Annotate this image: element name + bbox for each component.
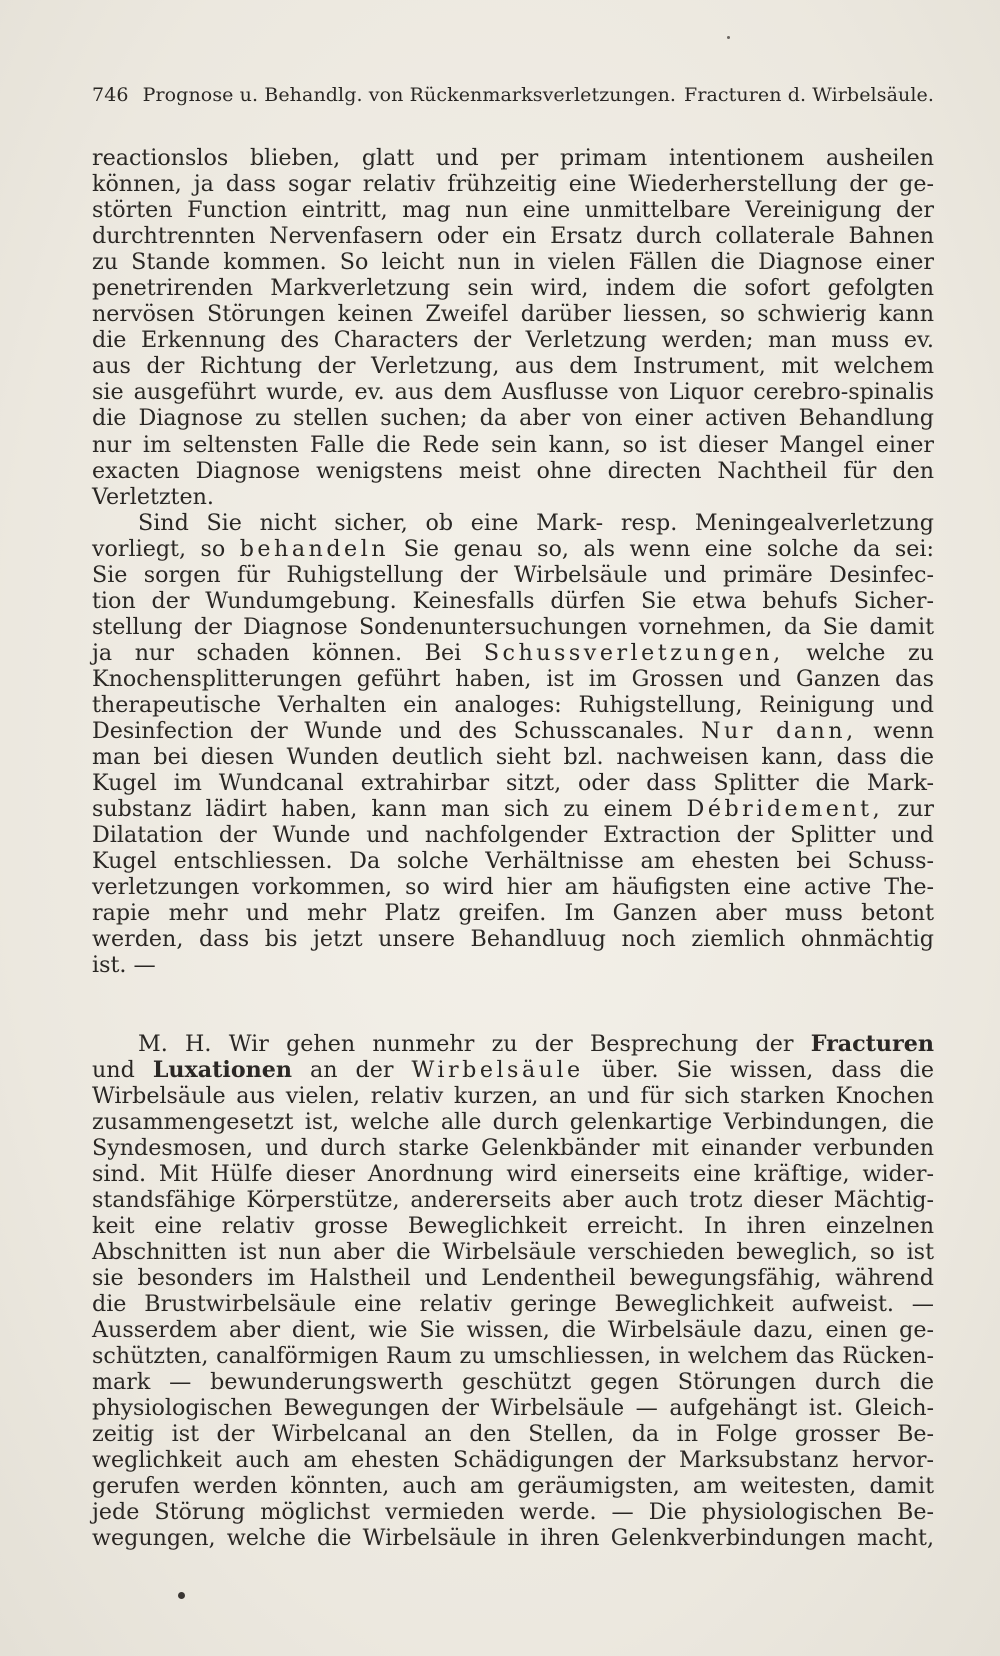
emphasis-spaced: Débridement, xyxy=(686,796,884,823)
text-line: standsfähige Körperstütze, andererseits aber auch trotz dieser Mächtig- xyxy=(92,1186,934,1213)
running-title-right: Fracturen d. Wirbelsäule. xyxy=(684,84,934,106)
text-line: Ausserdem aber dient, wie Sie wissen, die Wirbelsäule dazu, einen ge- xyxy=(92,1317,934,1344)
text-line: gerufen werden könnten, auch am geräumigsten, am weitesten, damit xyxy=(92,1473,934,1500)
text-span: ja nur schaden können. Bei xyxy=(92,639,462,666)
text-line xyxy=(92,1057,934,1083)
text-line: die Diagnose zu stellen suchen; da aber von einer activen Behandlung xyxy=(92,405,934,432)
emphasis-bold: Fracturen xyxy=(810,1030,934,1057)
emphasis-spaced: Wirbelsäule xyxy=(411,1056,584,1083)
section-gap xyxy=(92,979,934,1031)
text-line xyxy=(92,796,934,822)
text-line: Abschnitten ist nun aber die Wirbelsäule verschieden beweglich, so ist xyxy=(92,1238,934,1265)
text-line: keit eine relativ grosse Beweglichkeit erreicht. In ihren einzelnen xyxy=(92,1212,934,1239)
running-header xyxy=(92,84,934,106)
text-line: stellung der Diagnose Sondenuntersuchungen vornehmen, da Sie damit xyxy=(92,613,934,640)
text-line: durchtrennten Nervenfasern oder ein Ersatz durch collaterale Bahnen xyxy=(92,223,934,250)
text-line: Verletzten. xyxy=(92,483,214,510)
text-line: tion der Wundumgebung. Keinesfalls dürfen Sie etwa behufs Sicher- xyxy=(92,587,934,614)
text-span: und xyxy=(92,1056,135,1083)
paragraph-1 xyxy=(92,145,934,510)
text-line: Sind Sie nicht sicher, ob eine Mark- resp. Meningealverletzung xyxy=(138,509,934,536)
text-line: wegungen, welche die Wirbelsäule in ihren Gelenkverbindungen macht, xyxy=(92,1525,934,1552)
text-span: über. Sie wissen, dass die xyxy=(601,1056,934,1083)
text-line: schützten, canalförmigen Raum zu umschliessen, in welchem das Rücken- xyxy=(92,1343,934,1370)
text-line: aus der Richtung der Verletzung, aus dem Instrument, mit welchem xyxy=(92,353,934,380)
text-line: penetrirenden Markverletzung sein wird, indem die sofort gefolgten xyxy=(92,275,934,302)
text-line: verletzungen vorkommen, so wird hier am häufigsten eine active The- xyxy=(92,874,934,901)
text-line: mark — bewunderungswerth geschützt gegen Störungen durch die xyxy=(92,1369,934,1396)
text-span: an der xyxy=(310,1056,394,1083)
text-line: zeitig ist der Wirbelcanal an den Stellen, da in Folge grosser Be- xyxy=(92,1421,934,1448)
text-span: zur xyxy=(897,796,934,823)
text-line: reactionslos blieben, glatt und per primam intentionem ausheilen xyxy=(92,145,934,171)
text-span: substanz lädirt haben, kann man sich zu einem xyxy=(92,796,673,823)
text-line: nur im seltensten Falle die Rede sein kann, so ist dieser Mangel einer xyxy=(92,431,934,458)
text-line: die Brustwirbelsäule eine relativ geringe Beweglichkeit aufweist. — xyxy=(92,1290,934,1317)
paper-speck xyxy=(727,36,730,39)
emphasis-spaced: Nur dann, xyxy=(701,718,857,745)
text-line: zusammengesetzt ist, welche alle durch gelenkartige Verbindungen, die xyxy=(92,1108,934,1135)
ink-dot xyxy=(178,1592,185,1599)
emphasis-spaced: Schussverletzungen, xyxy=(483,639,784,666)
text-span: wenn xyxy=(873,718,934,745)
text-line: sie ausgeführt wurde, ev. aus dem Ausflusse von Liquor cerebro-spinalis xyxy=(92,379,934,406)
text-line: Knochensplitterungen geführt haben, ist im Grossen und Ganzen das xyxy=(92,665,934,692)
text-line xyxy=(92,1031,934,1057)
text-line: Wirbelsäule aus vielen, relativ kurzen, an und für sich starken Knochen xyxy=(92,1082,934,1109)
paragraph-3 xyxy=(92,1031,934,1552)
emphasis-bold: Luxationen xyxy=(152,1056,293,1083)
text-line: Syndesmosen, und durch starke Gelenkbänder mit einander verbunden xyxy=(92,1134,934,1161)
emphasis-spaced: behandeln xyxy=(239,535,390,562)
text-span: Sie genau so, als wenn eine solche da sei: xyxy=(403,535,934,562)
text-line: jede Störung möglichst vermieden werde. — Die physiologischen Be- xyxy=(92,1499,934,1526)
text-line: Kugel im Wundcanal extrahirbar sitzt, oder dass Splitter die Mark- xyxy=(92,770,934,797)
text-span: Desinfection der Wunde und des Schusscanales. xyxy=(92,718,685,745)
text-line: exacten Diagnose wenigstens meist ohne directen Nachtheil für den xyxy=(92,457,934,484)
text-line: Kugel entschliessen. Da solche Verhältnisse am ehesten bei Schuss- xyxy=(92,848,934,875)
text-span: vorliegt, so xyxy=(92,535,226,562)
text-line xyxy=(92,536,934,562)
text-line: weglichkeit auch am ehesten Schädigungen der Marksubstanz hervor- xyxy=(92,1447,934,1474)
text-line: therapeutische Verhalten ein analoges: Ruhigstellung, Reinigung und xyxy=(92,691,934,718)
text-line xyxy=(92,640,934,666)
text-line: Dilatation der Wunde und nachfolgender Extraction der Splitter und xyxy=(92,822,934,849)
text-line: werden, dass bis jetzt unsere Behandluug noch ziemlich ohnmächtig xyxy=(92,926,934,953)
text-line xyxy=(92,718,934,744)
text-span: welche zu xyxy=(806,639,934,666)
text-line: können, ja dass sogar relativ frühzeitig eine Wiederherstellung der ge- xyxy=(92,171,934,198)
text-line: sie besonders im Halstheil und Lendentheil bewegungsfähig, während xyxy=(92,1264,934,1291)
text-line: die Erkennung des Characters der Verletzung werden; man muss ev. xyxy=(92,327,934,354)
text-line: zu Stande kommen. So leicht nun in vielen Fällen die Diagnose einer xyxy=(92,249,934,276)
page-number: 746 xyxy=(92,84,129,106)
text-line: nervösen Störungen keinen Zweifel darüber liessen, so schwierig kann xyxy=(92,301,934,328)
text-line: rapie mehr und mehr Platz greifen. Im Ganzen aber muss betont xyxy=(92,900,934,927)
text-span: M. H. Wir gehen nunmehr zu der Besprechung der xyxy=(138,1030,794,1057)
text-line: sind. Mit Hülfe dieser Anordnung wird einerseits eine kräftige, wider- xyxy=(92,1160,934,1187)
running-title-left: Prognose u. Behandlg. von Rückenmarksverletzungen. xyxy=(142,84,677,106)
text-line: man bei diesen Wunden deutlich sieht bzl. nachweisen kann, dass die xyxy=(92,744,934,771)
paragraph-2 xyxy=(92,510,934,979)
text-line: störten Function eintritt, mag nun eine unmittelbare Vereinigung der xyxy=(92,197,934,224)
page-body xyxy=(92,145,934,1551)
text-line: Sie sorgen für Ruhigstellung der Wirbelsäule und primäre Desinfec- xyxy=(92,561,934,588)
text-line: physiologischen Bewegungen der Wirbelsäule — aufgehängt ist. Gleich- xyxy=(92,1395,934,1422)
text-line: ist. — xyxy=(92,952,156,979)
